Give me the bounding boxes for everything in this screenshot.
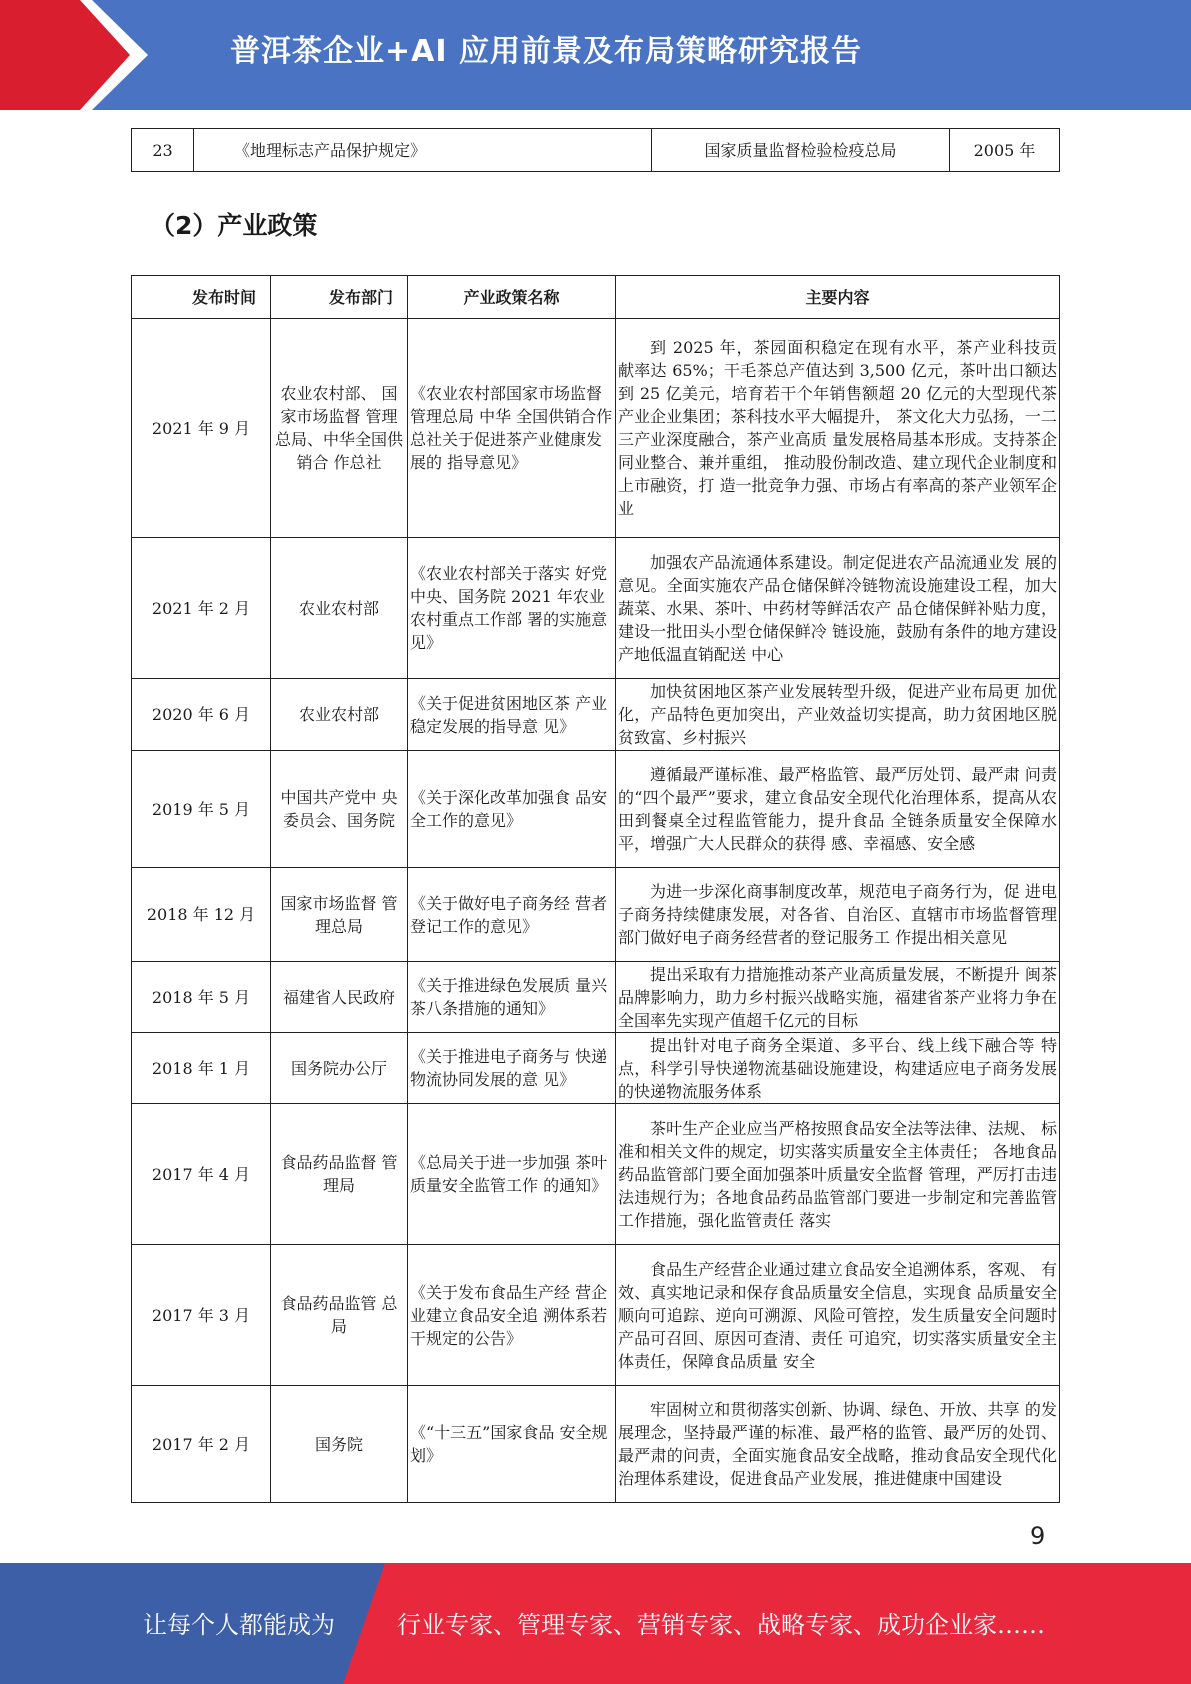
row-number: 23 xyxy=(132,129,194,172)
policy-name: 《关于促进贫困地区茶 产业稳定发展的指导意 见》 xyxy=(408,679,616,751)
policy-content: 到 2025 年，茶园面积稳定在现有水平，茶产业科技贡 献率达 65%；干毛茶总产值达到 3,500 亿元，茶叶出口额达到 25 亿美元，培育若干个年销售额超 20 亿元的大型现代茶产业企业集团；茶科技水平大幅提升， 茶文化大力弘扬，一二三产业深度融合，茶产业高质 量发展格局基本形成。支持茶企同业整合、兼并重组， 推动股份制改造、建立现代企业制度和上市融资，打 造一批竞争力强、市场占有率高的茶产业领军企业 xyxy=(616,319,1060,538)
law-name: 《地理标志产品保护规定》 xyxy=(194,129,652,172)
table-row xyxy=(132,1104,1060,1245)
policy-department: 食品药品监管 总局 xyxy=(271,1245,408,1386)
policy-content: 提出采取有力措施推动茶产业高质量发展，不断提升 闽茶品牌影响力，助力乡村振兴战略实施，福建省茶产业将力争在全国率先实现产值超千亿元的目标 xyxy=(616,962,1060,1033)
policy-content: 茶叶生产企业应当严格按照食品安全法等法律、法规、 标准和相关文件的规定，切实落实质量安全主体责任； 各地食品药品监管部门要全面加强茶叶质量安全监督 管理，严厉打击违法违规行为；各地食品药品监管部门要进一步制定和完善监管工作措施，强化监管责任 落实 xyxy=(616,1104,1060,1245)
policy-name: 《关于推进绿色发展质 量兴茶八条措施的通知》 xyxy=(408,962,616,1033)
policy-department: 国家市场监督 管理总局 xyxy=(271,868,408,962)
policy-department: 农业农村部、 国家市场监督 管理总局、中华全国供销合 作总社 xyxy=(271,319,408,538)
table-row xyxy=(132,319,1060,538)
policy-content: 加快贫困地区茶产业发展转型升级，促进产业布局更 加优化，产品特色更加突出，产业效益切实提高，助力贫困地区脱贫致富、乡村振兴 xyxy=(616,679,1060,751)
policy-date: 2018 年 5 月 xyxy=(132,962,271,1033)
policy-department: 国务院办公厅 xyxy=(271,1033,408,1104)
policy-name: 《农业农村部国家市场监督管理总局 中华 全国供销合作总社关于促进茶产业健康发展的 指导意见》 xyxy=(408,319,616,538)
policy-date: 2018 年 12 月 xyxy=(132,868,271,962)
policy-content: 食品生产经营企业通过建立食品安全追溯体系，客观、 有效、真实地记录和保存食品质量安全信息，实现食 品质量安全顺向可追踪、逆向可溯源、风险可管控，发生质量安全问题时产品可召回、原因可查清、责任 可追究，切实落实质量安全主体责任，保障食品质量 安全 xyxy=(616,1245,1060,1386)
policy-date: 2020 年 6 月 xyxy=(132,679,271,751)
table-row xyxy=(132,868,1060,962)
policy-date: 2017 年 3 月 xyxy=(132,1245,271,1386)
table-row xyxy=(132,1245,1060,1386)
industry-policy-table xyxy=(131,275,1060,1503)
header-banner xyxy=(0,0,1191,110)
policy-name: 《关于发布食品生产经 营企业建立食品安全追 溯体系若干规定的公告》 xyxy=(408,1245,616,1386)
policy-department: 中国共产党中 央委员会、国务院 xyxy=(271,751,408,868)
policy-content: 牢固树立和贯彻落实创新、协调、绿色、开放、共享 的发展理念，坚持最严谨的标准、最严格的监管、最严厉的处罚、最严肃的问责，全面实施食品安全战略，推动食品安全现代化治理体系建设，促进食品产业发展，推进健康中国建设 xyxy=(616,1386,1060,1503)
section-heading: （2）产业政策 xyxy=(150,211,318,240)
law-year: 2005 年 xyxy=(950,129,1060,172)
policy-date: 2018 年 1 月 xyxy=(132,1033,271,1104)
policy-name: 《关于推进电子商务与 快递物流协同发展的意 见》 xyxy=(408,1033,616,1104)
policy-department: 农业农村部 xyxy=(271,679,408,751)
footer-banner xyxy=(0,1563,1191,1684)
policy-department: 食品药品监督 管理局 xyxy=(271,1104,408,1245)
table-row xyxy=(132,129,1060,172)
header-policy-name: 产业政策名称 xyxy=(408,276,616,319)
policy-name: 《总局关于进一步加强 茶叶质量安全监管工作 的通知》 xyxy=(408,1104,616,1245)
policy-date: 2021 年 9 月 xyxy=(132,319,271,538)
policy-name: 《关于深化改革加强食 品安全工作的意见》 xyxy=(408,751,616,868)
law-department: 国家质量监督检验检疫总局 xyxy=(652,129,950,172)
table-row xyxy=(132,962,1060,1033)
policy-content: 加强农产品流通体系建设。制定促进农产品流通业发 展的意见。全面实施农产品仓储保鲜冷链物流设施建设工程，加大蔬菜、水果、茶叶、中药材等鲜活农产 品仓储保鲜补贴力度，建设一批田头小型仓储保鲜冷 链设施，鼓励有条件的地方建设产地低温直销配送 中心 xyxy=(616,538,1060,679)
footer-slogan-left: 让每个人都能成为 xyxy=(143,1611,335,1639)
header-main-content: 主要内容 xyxy=(616,276,1060,319)
policy-date: 2017 年 2 月 xyxy=(132,1386,271,1503)
report-title: 普洱茶企业+AI 应用前景及布局策略研究报告 xyxy=(230,34,862,69)
policy-content: 为进一步深化商事制度改革，规范电子商务行为，促 进电子商务持续健康发展，对各省、自治区、直辖市市场监督管理部门做好电子商务经营者的登记服务工 作提出相关意见 xyxy=(616,868,1060,962)
table-row xyxy=(132,538,1060,679)
table-row xyxy=(132,1386,1060,1503)
policy-content: 提出针对电子商务全渠道、多平台、线上线下融合等 特点，科学引导快递物流基础设施建设，构建适应电子商务发展的快递物流服务体系 xyxy=(616,1033,1060,1104)
table-row xyxy=(132,751,1060,868)
policy-name: 《农业农村部关于落实 好党中央、国务院 2021 年农业农村重点工作部 署的实施意见》 xyxy=(408,538,616,679)
policy-department: 农业农村部 xyxy=(271,538,408,679)
table-header-row xyxy=(132,276,1060,319)
table-row xyxy=(132,1033,1060,1104)
policy-name: 《关于做好电子商务经 营者登记工作的意见》 xyxy=(408,868,616,962)
table-row xyxy=(132,679,1060,751)
header-red-arrow-shape xyxy=(0,0,150,110)
policy-date: 2017 年 4 月 xyxy=(132,1104,271,1245)
policy-department: 国务院 xyxy=(271,1386,408,1503)
policy-date: 2019 年 5 月 xyxy=(132,751,271,868)
policy-date: 2021 年 2 月 xyxy=(132,538,271,679)
policy-name: 《“十三五”国家食品 安全规划》 xyxy=(408,1386,616,1503)
policy-content: 遵循最严谨标准、最严格监管、最严厉处罚、最严肃 问责的“四个最严”要求，建立食品安全现代化治理体系，提高从农田到餐桌全过程监管能力，提升食品 全链条质量安全保障水平，增强广大人民群众的获得 感、幸福感、安全感 xyxy=(616,751,1060,868)
footer-slogan-right: 行业专家、管理专家、营销专家、战略专家、成功企业家…… xyxy=(397,1611,1045,1639)
page-number: 9 xyxy=(1030,1522,1046,1550)
header-date: 发布时间 xyxy=(132,276,271,319)
policy-department: 福建省人民政府 xyxy=(271,962,408,1033)
header-department: 发布部门 xyxy=(271,276,408,319)
law-table-continuation xyxy=(131,128,1060,172)
